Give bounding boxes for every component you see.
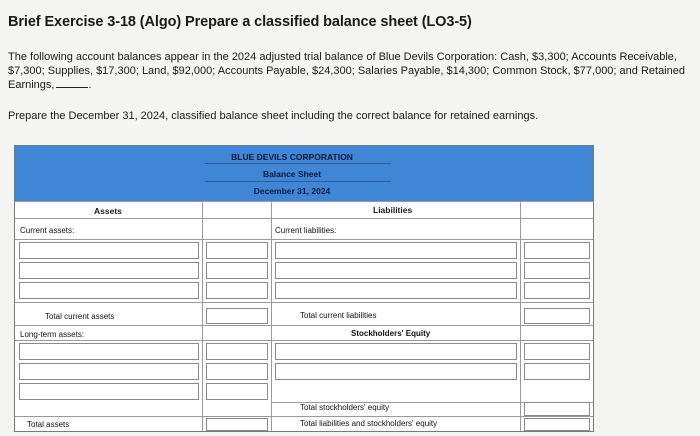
- current-asset-account-1[interactable]: [19, 242, 199, 259]
- total-current-liabilities-label: Total current liabilities: [300, 311, 377, 320]
- current-asset-amount-3[interactable]: [206, 282, 268, 299]
- total-liabilities-equity-label: Total liabilities and stockholders' equity: [300, 419, 438, 428]
- long-term-asset-account-1[interactable]: [19, 343, 199, 360]
- current-asset-account-2[interactable]: [19, 262, 199, 279]
- equity-amount-1[interactable]: [524, 343, 590, 360]
- total-equity-amount[interactable]: [524, 402, 590, 416]
- total-assets-label: Total assets: [27, 420, 70, 429]
- current-asset-amount-2[interactable]: [206, 262, 268, 279]
- retained-earnings-blank: [56, 78, 88, 88]
- balance-sheet-worksheet: [14, 145, 594, 432]
- total-current-liabilities-amount[interactable]: [524, 308, 590, 324]
- liabilities-header: Liabilities: [373, 205, 413, 215]
- problem-description: The following account balances appear in the 2024 adjusted trial balance of Blue Devils Corporation: Cash, $3,300; Accounts Receivable, $7,300; Supplies, $17,300; Land, $92,000; Accounts Payable, $24,300; Salaries Payable, $14,300; Common Stock, $77,000; and Retained Earnings, .: [8, 51, 685, 91]
- total-equity-label: Total stockholders' equity: [300, 403, 390, 412]
- long-term-asset-account-3[interactable]: [19, 383, 199, 400]
- statement-name: Balance Sheet: [262, 169, 322, 179]
- statement-date: December 31, 2024: [253, 186, 331, 196]
- stockholders-equity-header: Stockholders' Equity: [351, 329, 431, 338]
- total-assets-amount[interactable]: [206, 418, 268, 431]
- long-term-asset-amount-3[interactable]: [206, 383, 268, 400]
- long-term-asset-amount-1[interactable]: [206, 343, 268, 360]
- current-liability-amount-1[interactable]: [524, 242, 590, 259]
- assets-header: Assets: [94, 206, 122, 216]
- long-term-asset-account-2[interactable]: [19, 363, 199, 380]
- current-liability-account-2[interactable]: [275, 262, 517, 279]
- current-liability-account-3[interactable]: [275, 282, 517, 299]
- statement-header: [15, 146, 593, 201]
- current-liability-amount-3[interactable]: [524, 282, 590, 299]
- exercise-title: Brief Exercise 3-18 (Algo) Prepare a classified balance sheet (LO3-5): [8, 14, 472, 30]
- current-liability-amount-2[interactable]: [524, 262, 590, 279]
- long-term-assets-label: Long-term assets:: [20, 330, 85, 339]
- current-asset-account-3[interactable]: [19, 282, 199, 299]
- current-liability-account-1[interactable]: [275, 242, 517, 259]
- current-assets-label: Current assets:: [20, 226, 75, 235]
- company-name: BLUE DEVILS CORPORATION: [231, 152, 353, 162]
- total-current-assets-amount[interactable]: [206, 308, 268, 324]
- equity-amount-2[interactable]: [524, 363, 590, 380]
- equity-account-2[interactable]: [275, 363, 517, 380]
- total-current-assets-label: Total current assets: [45, 312, 115, 321]
- current-liabilities-label: Current liabilities:: [275, 226, 337, 235]
- equity-account-1[interactable]: [275, 343, 517, 360]
- intro-text: The following account balances appear in the 2024 adjusted trial balance of Blue Devils Corporation: Cash, $3,300; Accounts Receivable, $7,300; Supplies, $17,300; Land, $92,000; Accounts Payable, $24,300; Salaries Payable, $14,300; Common Stock, $77,000; and Retained Earnings,: [8, 51, 685, 91]
- long-term-asset-amount-2[interactable]: [206, 363, 268, 380]
- instruction-text: Prepare the December 31, 2024, classified balance sheet including the correct balance for retained earnings.: [8, 110, 539, 122]
- current-asset-amount-1[interactable]: [206, 242, 268, 259]
- total-liabilities-equity-amount[interactable]: [524, 418, 590, 431]
